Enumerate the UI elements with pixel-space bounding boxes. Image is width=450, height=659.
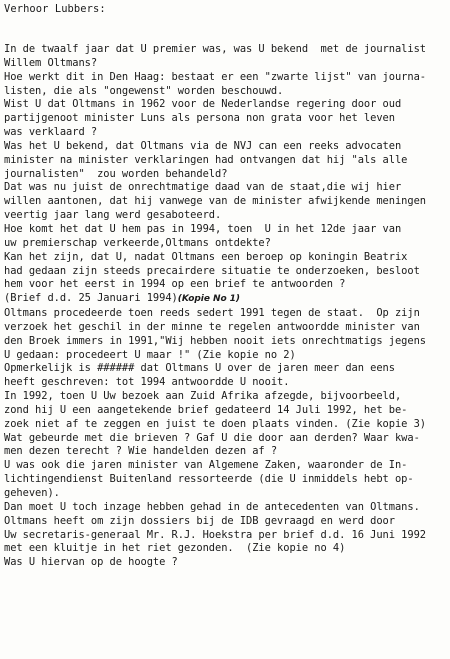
text-line: In de twaalf jaar dat U premier was, was U bekend met de journalist (4, 43, 426, 55)
text-line: lichtingendienst Buitenland ressorteerde (die U inmiddels hebt op- (4, 473, 414, 486)
text-line: Was U hiervan op de hoogte ? (4, 556, 178, 569)
text-line: In 1992, toen U Uw bezoek aan Zuid Afrika afzegde, bijvoorbeeld, (4, 390, 402, 403)
text-line: partijgenoot minister Luns als persona non grata voor het leven (4, 112, 395, 125)
document-body (4, 43, 448, 570)
text-line: Was het U bekend, dat Oltmans via de NVJ can een reeks advocaten (4, 139, 402, 152)
document-heading: Verhoor Lubbers: (4, 3, 106, 15)
text-line: zond hij U een aangetekende brief gedateerd 14 Juli 1992, het be- (4, 403, 408, 416)
text-line: den Broek immers in 1991,"Wij hebben nooit iets onrechtmatigs jegens (4, 334, 426, 347)
text-line: Opmerkelijk is ###### dat Oltmans U over de jaren meer dan eens (4, 362, 395, 375)
text-line: verzoek het geschil in der minne te regelen antwoordde minister van (4, 320, 420, 333)
text-line: Hoe werkt dit in Den Haag: bestaat er een "zwarte lijst" van journa- (4, 70, 426, 83)
text-line: minister na minister verklaringen had ontvangen dat hij "als alle (4, 153, 408, 166)
text-line: had gedaan zijn steeds precairdere situatie te onderzoeken, besloot (4, 264, 420, 277)
text-line: willen aantonen, dat hij vanwege van de minister afwijkende meningen (4, 195, 426, 208)
text-line: hem voor het eerst in 1994 op een brief te antwoorden ? (4, 278, 346, 291)
text-line: zoek niet af te zeggen en juist te doen plaats vinden. (Zie kopie 3) (4, 417, 426, 430)
text-line: veertig jaar lang werd gesaboteerd. (4, 209, 222, 222)
text-line: Dan moet U toch inzage hebben gehad in de antecedenten van Oltmans. (4, 500, 420, 513)
text-line: Dat was nu juist de onrechtmatige daad van de staat,die wij hier (4, 181, 402, 194)
text-line: U was ook die jaren minister van Algemene Zaken, waaronder de In- (4, 459, 408, 472)
text-line: met een kluitje in het riet gezonden. (Zie kopie no 4) (4, 542, 346, 555)
text-line: Uw secretaris-generaal Mr. R.J. Hoekstra per brief d.d. 16 Juni 1992 (4, 528, 426, 541)
text-line: geheven). (4, 487, 60, 499)
text-line: Hoe komt het dat U hem pas in 1994, toen U in het 12de jaar van (4, 222, 402, 235)
text-line-with-annotation (4, 292, 448, 307)
text-line: men dezen terecht ? Wie handelden dezen af ? (4, 445, 278, 458)
text-line: Willem Oltmans? (4, 56, 98, 69)
text-line: Kan het zijn, dat U, nadat Oltmans een beroep op koningin Beatrix (4, 250, 408, 263)
text-line: U gedaan: procedeert U maar !" (Zie kopie no 2) (4, 348, 296, 361)
text-line: Oltmans heeft om zijn dossiers bij de IDB gevraagd en werd door (4, 514, 395, 527)
text-line: heeft geschreven: tot 1994 antwoordde U nooit. (4, 376, 290, 389)
text-line: uw premierschap verkeerde,Oltmans ontdekte? (4, 236, 271, 249)
text-line: was verklaard ? (4, 126, 98, 139)
text-line: journalisten" zou worden behandeld? (4, 167, 228, 180)
text-line: Wist U dat Oltmans in 1962 voor de Nederlandse regering door oud (4, 98, 402, 111)
text-line: listen, die als "ongewenst" worden beschouwd. (4, 84, 284, 97)
text-line: Oltmans procedeerde toen reeds sedert 1991 tegen de staat. Op zijn (4, 307, 420, 320)
text-line: Wat gebeurde met die brieven ? Gaf U die door aan derden? Waar kwa- (4, 431, 420, 444)
handwritten-annotation: (Kopie No 1) (177, 294, 240, 305)
text-line-segment: (Brief d.d. 25 Januari 1994) (4, 292, 178, 305)
